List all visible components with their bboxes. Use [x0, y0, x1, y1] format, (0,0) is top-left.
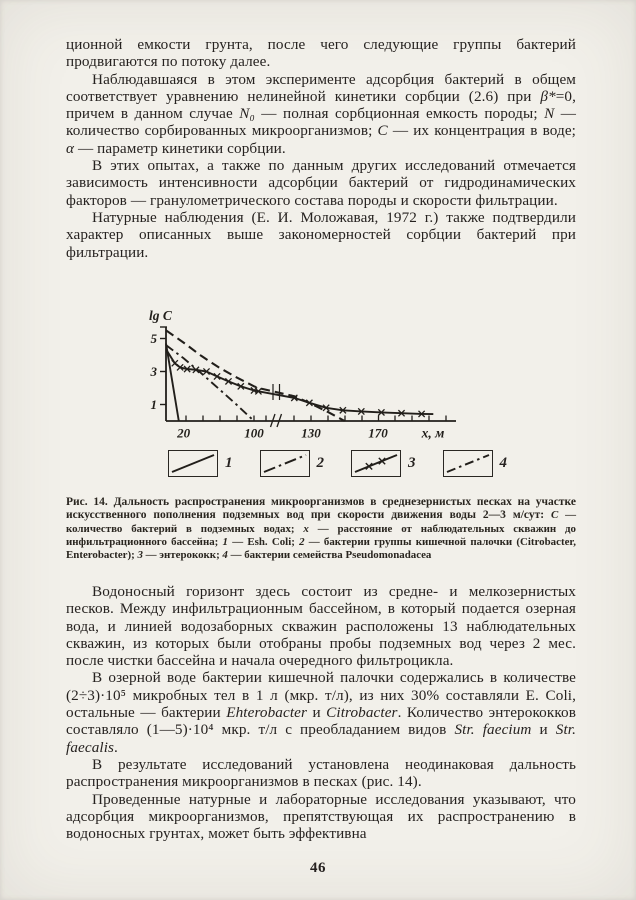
- text-segment: и: [531, 721, 556, 739]
- text-segment: .: [114, 738, 118, 756]
- legend-swatch: [351, 450, 401, 477]
- text-segment: — полная сорбционная емкость породы;: [254, 105, 545, 123]
- text-segment: 1: [222, 535, 228, 548]
- text-block-bottom: [66, 583, 576, 842]
- text-segment: 3: [137, 549, 143, 562]
- text-segment: — количество сорбированных микроорганизмов;: [66, 105, 576, 140]
- text-segment: ционной емкости грунта, после чего следующие группы бактерий продвигаются по потоку далее.: [66, 36, 576, 71]
- chart-legend: [168, 450, 507, 477]
- text-segment: Ehterobacter: [226, 704, 307, 722]
- text-segment: — Esh. Coli;: [227, 535, 300, 548]
- text-segment: C: [377, 122, 388, 140]
- text-segment: . Количество энтерококков составляло (1—5)·10⁴ мкр. т/л с преобладанием видов: [66, 704, 576, 739]
- text-segment: Проведенные натурные и лабораторные исследования указывают, что адсорбция микроорганизмов, препятствующая их распространению в водоносных грунтах, может быть эффективна: [66, 790, 576, 843]
- legend-swatch: [443, 450, 493, 477]
- legend-label: 3: [408, 455, 416, 471]
- text-segment: — параметр кинетики сорбции.: [74, 139, 286, 157]
- text-segment: Citrobacter: [326, 704, 398, 722]
- x-axis-label: x, м: [421, 425, 445, 441]
- legend-swatch-line: [261, 451, 309, 476]
- text-segment: — бактерии семейства Pseudomonadacea: [227, 549, 432, 562]
- legend-swatch-line: [444, 451, 492, 476]
- legend-swatch: [260, 450, 310, 477]
- legend-item-3: [351, 450, 416, 477]
- y-tick-label: 5: [150, 331, 157, 346]
- body-paragraph: [66, 71, 576, 157]
- page-number: 46: [310, 860, 326, 876]
- text-segment: Наблюдавшаяся в этом эксперименте адсорбция бактерий в общем соответствует уравнению нелинейной кинетики сорбции (2.6) при: [66, 70, 576, 105]
- text-segment: и: [307, 704, 327, 722]
- text-segment: α: [66, 139, 75, 157]
- x-tick-label: 130: [301, 425, 321, 441]
- legend-label: 1: [225, 455, 233, 471]
- text-segment: Str. faecalis: [66, 721, 576, 756]
- text-segment: С: [551, 509, 559, 522]
- text-segment: x: [303, 522, 309, 535]
- legend-swatch-line: [169, 451, 217, 476]
- body-paragraph: [66, 157, 576, 209]
- x-tick-label: 100: [244, 425, 264, 441]
- body-paragraph: [66, 209, 576, 261]
- text-segment: В результате исследований установлена неодинаковая дальность распространения микроорганизмов в песках (рис. 14).: [66, 755, 576, 791]
- text-segment: N₀: [239, 105, 255, 123]
- text-segment: — энтерококк;: [142, 549, 223, 562]
- body-paragraph: [66, 756, 576, 791]
- legend-item-1: [168, 450, 233, 477]
- body-paragraph: [66, 669, 576, 755]
- y-tick-label: 3: [150, 364, 157, 379]
- body-paragraph: [66, 583, 576, 669]
- x-tick-label: 170: [368, 425, 388, 441]
- series-line-2: [166, 330, 345, 421]
- series-line-1: [166, 344, 179, 422]
- text-segment: =0, причем в данном случае: [66, 87, 576, 123]
- text-segment: β*: [540, 87, 556, 105]
- legend-label: 4: [499, 455, 507, 471]
- legend-item-2: [260, 450, 325, 477]
- y-tick-label: 1: [150, 397, 157, 412]
- legend-item-4: [443, 450, 508, 477]
- text-segment: Str. faecium: [454, 721, 532, 739]
- text-segment: Натурные наблюдения (Е. И. Моложавая, 1972 г.) также подтвердили характер описанных выше закономерностей сорбции бактерий при фильтрации.: [66, 208, 576, 261]
- body-paragraph: [66, 36, 576, 71]
- figure-14-chart: [136, 303, 516, 451]
- text-segment: Рис. 14. Дальность распространения микроорганизмов в среднезернистых песках на участке искусственного пополнения подземных вод при скорости движения воды 2—3 м/сут:: [66, 496, 576, 522]
- figure-caption: [66, 496, 576, 562]
- legend-label: 2: [316, 455, 324, 471]
- text-segment: — расстояние от наблюдательных скважин до инфильтрационного бассейна;: [66, 522, 576, 548]
- text-segment: — их концентрация в воде;: [387, 122, 576, 140]
- text-segment: 2: [299, 535, 305, 548]
- x-tick-label: 20: [177, 425, 191, 441]
- legend-swatch-line: [352, 451, 400, 476]
- text-segment: В озерной воде бактерии кишечной палочки содержались в количестве (2÷3)·10⁵ микробных тел в 1 л (мкр. т/л), из них 30% составляли E. Coli, остальные — бактерии: [66, 669, 576, 722]
- text-segment: В этих опытах, а также по данным других исследований отмечается зависимость интенсивности адсорбции бактерий от гидродинамических факторов — гранулометрического состава породы и скорости фильтрации.: [66, 157, 576, 209]
- body-paragraph: [66, 791, 576, 843]
- text-block-top: [66, 36, 576, 261]
- text-segment: 4: [222, 549, 228, 562]
- legend-swatch: [168, 450, 218, 477]
- text-segment: — бактерии группы кишечной палочки (Citrobacter, Enterobacter);: [66, 535, 576, 562]
- text-segment: — количество бактерий в подземных водах;: [66, 509, 576, 535]
- y-axis-label: lg C: [149, 308, 172, 323]
- text-segment: N: [544, 105, 555, 123]
- text-segment: Водоносный горизонт здесь состоит из средне- и мелкозернистых песков. Между инфильтрационным бассейном, в который подается озерная вода, и линией водозаборных скважин расположены 13 наблюдательных скважин, из которых были отобраны пробы подземных вод через 2 мес. после чистки бассейна и начала очередного фильтроцикла.: [66, 583, 576, 670]
- series-line-4: [166, 345, 254, 421]
